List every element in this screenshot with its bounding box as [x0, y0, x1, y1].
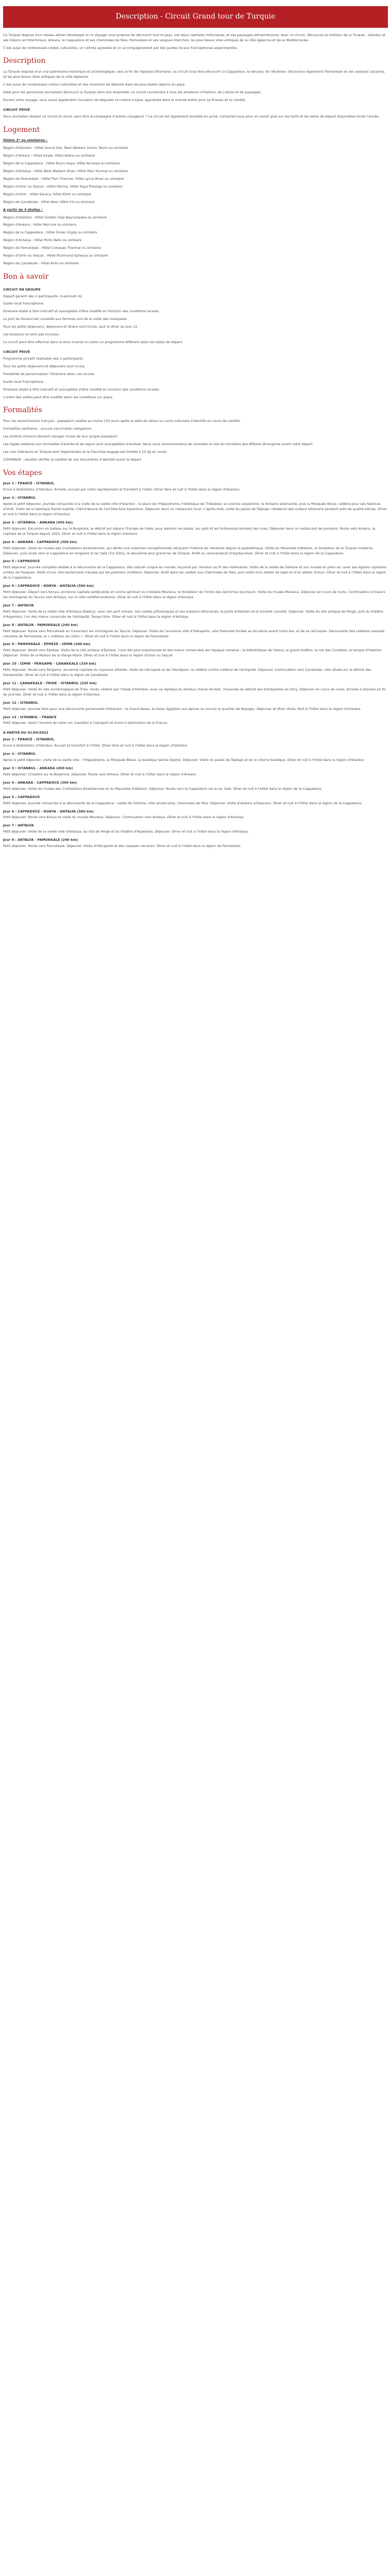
- description-heading: Description: [3, 57, 46, 65]
- condition-item: Guide local francophone.: [3, 301, 45, 306]
- conditions-list: [3, 294, 388, 345]
- prive-item: Possibilité de personnaliser l'itinéraire selon vos envies.: [3, 371, 95, 376]
- day-text: Petit déjeuner. Croisière sur le Bosphore. Déjeuner. Route vers Ankara. Dîner et nuit à l'hôtel dans la région d'Ankara.: [3, 772, 197, 776]
- day-text: Petit déjeuner. Route vers Pergame, ancienne capitale du royaume attalide. Visite de l'Acropole et de l'Asclépion, le célèbre centre médical de l'Antiquité. Déjeuner. Continuation vers Çanakkale, ville située sur le détroit des Dardanelles. Dîner et nuit à l'hôtel dans la région de Çanakkale.: [3, 668, 371, 677]
- hotel-item: Région d'Izmir : Hôtel Karaca, Hôtel Kilim ou similaire: [3, 192, 91, 196]
- prive-label: CIRCUIT PRIVÉ: [3, 350, 30, 354]
- hotel-item: Région d'Antalya : Hôtel Porto Bello ou similaire: [3, 238, 82, 243]
- itinerary-day: [3, 701, 388, 712]
- day-title: Jour 13 : ISTANBUL - FRANCE: [3, 715, 57, 719]
- day-title: Jour 1 : FRANCE - ISTANBUL: [3, 737, 55, 742]
- day-text: Petit déjeuner. Route vers Pamukkale en traversant les montagnes du Taurus. Déjeuner. Visite de l'ancienne ville d'Hiérapolis, ville thermale fondée au IIe siècle avant notre ère, et de sa nécropole. Découverte des célèbres vasques calcaires de Pamukkale, le « château de coton ». Dîner et nuit à l'hôtel dans la région de Pamukkale.: [3, 629, 385, 638]
- day-text: Après le petit déjeuner, visite de la vieille ville : l'Hippodrome, la Mosquée Bleue, la basilique Sainte-Sophie. Déjeuner. Visite du palais de Topkapi et de la citerne basilique. Dîner et nuit à l'hôtel dans la région d'Istanbul.: [3, 758, 365, 762]
- note-paragraph: Les vols intérieurs en Turquie sont réglementés et la franchise bagage est limitée à 15 kg en soute.: [3, 449, 168, 454]
- day-text: Petit déjeuner. Selon l'horaire de votre vol, transfert à l'aéroport et envol à destination de la France.: [3, 721, 168, 725]
- day-text: Petit déjeuner. Route vers Konya et visite du musée Mevlana. Déjeuner. Continuation vers Antalya. Dîner et nuit à l'hôtel dans la région d'Antalya.: [3, 815, 245, 820]
- circuit-prive-text: Vous souhaitez réaliser ce circuit en privé, sans être accompagné d'autres voyageurs ? Ce circuit est également possible en privé, contactez-nous pour en savoir plus sur les tarifs et les dates de départ disponibles toute l'année.: [3, 114, 380, 118]
- itinerary-day: [3, 496, 388, 517]
- day-title: Jour 11 : ÇANAKKALE - TROIE - ISTANBUL (320 km): [3, 681, 97, 685]
- itinerary-day: [3, 623, 388, 639]
- hotel-item: Région d'Antalya : Hôtel Best Western Khan, Hôtel Mavi Kumsal ou similaire: [3, 168, 128, 173]
- day-text: Petit déjeuner. Route vers Éphèse. Visite de la cité antique d'Éphèse, l'une des plus importantes et des mieux conservées de l'époque romaine : la bibliothèque de Celsus, le grand théâtre, la rue des Courètes, le temple d'Hadrien. Déjeuner. Visite de la Maison de la Vierge Marie. Dîner et nuit à l'hôtel dans la région d'Izmir ou Selçuk.: [3, 648, 383, 658]
- formalites-paragraph: Formalités sanitaires : aucune vaccination obligatoire.: [3, 427, 93, 431]
- itinerary-day: [3, 681, 388, 698]
- hotel-item: Région de Çanakkale : Hôtel Kolin ou similaire: [3, 261, 79, 266]
- hotel-item: Région d'Ankara : Hôtel Mercure ou similaire: [3, 223, 77, 227]
- itinerary-day: [3, 838, 388, 849]
- day-text: Petit déjeuner. Départ vers Konya, ancienne capitale seldjoukide et centre spirituel où s'installa Mevlana, le fondateur de l'ordre des derviches tourneurs. Visite du musée Mevlana. Déjeuner en cours de route. Continuation à travers les montagnes du Taurus vers Antalya, sur la côte méditerranéenne. Dîner et nuit à l'hôtel dans la région d'Antalya.: [3, 590, 385, 599]
- day-text: Petit déjeuner. Visite du musée des Civilisations Anatoliennes, qui abrite une collection exceptionnelle retraçant l'histoire de l'Anatolie depuis le paléolithique. Visite du Mausolée d'Atatürk, le fondateur de la Turquie moderne. Déjeuner, puis route vers la Cappadoce en longeant le lac Salé (Tuz Gölü), le deuxième plus grand lac de Turquie. Arrêt au caravansérail d'Agzikarahan. Dîner et nuit à l'hôtel dans la région de la Cappadoce.: [3, 546, 374, 555]
- hotel-item: Région d'Izmir ou Selçuk : Hôtel Richmond Ephesus ou similaire: [3, 253, 108, 258]
- day-title: Jour 12 : ISTANBUL: [3, 700, 38, 705]
- condition-item: Le circuit peut être effectué dans le sens inverse ou selon un programme différent selon les dates de départ.: [3, 340, 183, 345]
- hotel-item: Région d'Ankara : Hôtel Ickale, Hôtel Aldino ou similaire: [3, 154, 95, 158]
- intro-section: [3, 33, 388, 51]
- condition-item: Départ garanti dès 2 participants, maximum 42.: [3, 294, 83, 298]
- day-text: Petit déjeuner. Excursion en bateau sur le Bosphore, le détroit qui sépare l'Europe de l'Asie, pour admirer les palais, les yalis et les forteresses bordant ses rives. Déjeuner dans un restaurant de poissons. Route vers Ankara, la capitale de la Turquie depuis 1923. Dîner et nuit à l'hôtel dans la région d'Ankara.: [3, 526, 376, 536]
- day-title: Jour 4 : ANKARA - CAPPADOCE (300 km): [3, 780, 77, 785]
- hotel-item: Région de Pamukkale : Hôtel Colossae Thermal ou similaire: [3, 246, 101, 250]
- prive-item: Guide local francophone.: [3, 379, 45, 384]
- hotel-item: Région d'Istanbul : Hôtel Grand Ons, Best Western Eresin Taxim ou similaire: [3, 146, 128, 150]
- day-text: Après le petit déjeuner, journée consacrée à la visite de la vieille ville d'Istanbul : la place de l'Hippodrome, l'obélisque de Théodose, la colonne serpentine, la fontaine allemande, puis la Mosquée Bleue, célèbre pour ses faïences d'Iznik. Visite de la basilique Sainte-Sophie, chef-d'œuvre de l'architecture byzantine. Déjeuner dans un restaurant local. L'après-midi, visite du palais de Topkapi, résidence des sultans ottomans pendant près de quatre siècles. Dîner et nuit à l'hôtel dans la région d'Istanbul.: [3, 502, 387, 516]
- itinerary-day: [3, 481, 388, 493]
- itinerary-list: [3, 481, 388, 726]
- itinerary-day: [3, 752, 388, 763]
- itinerary-heading: Vos étapes: [3, 468, 42, 477]
- page: [0, 6, 391, 849]
- condition-item: Le port du foulard est conseillé aux femmes lors de la visite des mosquées.: [3, 317, 128, 321]
- itinerary-day: [3, 603, 388, 620]
- variant-heading: À PARTIR DU 01/04/2022: [3, 731, 48, 735]
- hotel-item: Région de la Cappadoce : Hôtel Dinler Ürgüp ou similaire: [3, 230, 97, 235]
- day-text: Envol à destination d'Istanbul. Arrivée, accueil par notre représentant et transfert à l'hôtel. Dîner libre et nuit à l'hôtel dans la région d'Istanbul.: [3, 487, 240, 492]
- hotel-item: Région d'Istanbul : Hôtel Golden Tulip Bayrampasa ou similaire: [3, 215, 107, 219]
- circuit-prive-heading: CIRCUIT PRIVÉ: [3, 107, 30, 112]
- day-text: Petit déjeuner. Visite du site archéologique de Troie, rendu célèbre par l'Iliade d'Homère, avec sa réplique du fameux cheval de bois. Traversée du détroit des Dardanelles en ferry. Déjeuner en cours de route. Arrivée à Istanbul en fin de journée. Dîner et nuit à l'hôtel dans la région d'Istanbul.: [3, 687, 386, 697]
- condition-item: Les boissons ne sont pas incluses.: [3, 332, 60, 337]
- day-title: Jour 6 : CAPPADOCE - KONYA - ANTALYA (560 km): [3, 584, 94, 588]
- day-text: Petit déjeuner. Visite de la vieille ville d'Antalya (Kaleiçi), avec son port romain, ses ruelles pittoresques et ses maisons ottomanes, la porte d'Hadrien et le minaret cannelé. Déjeuner. Visite du site antique de Pergé, puis du théâtre d'Aspendos, l'un des mieux conservés de l'Antiquité. Temps libre. Dîner et nuit à l'hôtel dans la région d'Antalya.: [3, 609, 383, 619]
- day-title: Jour 2 : ISTANBUL: [3, 752, 36, 756]
- itinerary-day: [3, 642, 388, 658]
- day-text: Petit déjeuner. Route vers Pamukkale. Déjeuner. Visite d'Hiérapolis et des vasques calcaires. Dîner et nuit à l'hôtel dans la région de Pamukkale.: [3, 844, 241, 849]
- logement-heading: Logement: [3, 125, 40, 134]
- day-title: Jour 3 : ISTANBUL - ANKARA (450 km): [3, 520, 73, 524]
- hotel-item: Région d'Izmir ou Selçuk : Hôtel Marina, Hôtel Kaya Prestige ou similaire: [3, 184, 123, 189]
- day-text: Petit déjeuner. Journée consacrée à la découverte de la Cappadoce : vallée de Göreme, ville souterraine, cheminées de fées. Déjeuner. Visite d'ateliers artisanaux. Dîner et nuit à l'hôtel dans la région de la Cappadoce.: [3, 801, 363, 805]
- hotels4-list: [3, 215, 388, 266]
- hotel-item: Région de Çanakkale : Hôtel Akol, Hôtel Iris ou similaire: [3, 199, 95, 204]
- hotel-item: Région de Pamukkale : Hôtel Pam Thermal, Hôtel Lycus River ou similaire: [3, 176, 124, 181]
- day-title: Jour 2 : ISTANBUL: [3, 496, 36, 500]
- day-text: Petit déjeuner. Journée libre pour une découverte personnelle d'Istanbul : le Grand Bazar, le bazar égyptien aux épices ou encore le quartier de Beyoglu. Déjeuner et dîner libres. Nuit à l'hôtel dans la région d'Istanbul.: [3, 706, 362, 711]
- hotels-list: [3, 146, 388, 205]
- intro-paragraph: Ce Turquie dispose d'un réseau aérien développé et ce Voyage vous propose de découvrir tout le pays, ses deux capitales historiques, et ses paysages extraordinaires. Avec ce circuit, découvrez le meilleur de la Turquie : Istanbul et ses trésors architecturaux, Ankara, la Cappadoce et ses cheminées de fées, Pamukkale et ses vasques blanches, les plus beaux sites antiques de la côte égéenne et de la Méditerranée.: [3, 32, 386, 42]
- day-title: Jour 1 : FRANCE - ISTANBUL: [3, 481, 55, 486]
- hotels4-label: À partir de 4 étoiles :: [3, 207, 43, 212]
- prive-list: [3, 357, 388, 400]
- day-title: Jour 3 : ISTANBUL - ANKARA (450 km): [3, 766, 73, 771]
- condition-item: Itinéraire établi à titre indicatif et susceptible d'être modifié en fonction des conditions locales.: [3, 309, 160, 314]
- itinerary-day: [3, 662, 388, 678]
- day-title: Jour 7 : ANTALYA: [3, 603, 34, 607]
- page-title: Description - Circuit Grand tour de Turquie: [116, 12, 275, 21]
- day-title: Jour 7 : ANTALYA: [3, 823, 34, 828]
- itinerary-day: [3, 520, 388, 537]
- day-text: Petit déjeuner. Visite de la vieille ville d'Antalya, du site de Pergé et du théâtre d'Aspendos. Déjeuner. Dîner et nuit à l'hôtel dans la région d'Antalya.: [3, 829, 249, 834]
- suggestion-paragraph: Idéal pour les personnes souhaitant découvrir la Turquie dans son ensemble, ce circuit conviendra à tous les amateurs d'histoire, de culture et de paysages.: [3, 90, 262, 94]
- day-title: Jour 5 : CAPPADOCE: [3, 794, 40, 799]
- formalites-paragraph: Pour les ressortissants français : passeport valable au moins 150 jours après la date de retour ou carte nationale d'identité en cours de validité.: [3, 419, 241, 423]
- day-title: Jour 8 : ANTALYA - PAMUKKALE (240 km): [3, 622, 78, 627]
- description-paragraph: La Turquie dispose d'un vrai patrimoine historique et archéologique, vers la fin de l'époque Ottomane, ce circuit vous fera découvrir la Cappadoce, le berceau de l'Anatolie. Découvrez également Pamukkale et ses vasques calcaires, et les plus beaux sites antiques de la côte égéenne.: [3, 70, 385, 79]
- prive-item: Tous les petits déjeuners et déjeuners sont inclus.: [3, 364, 86, 368]
- itinerary-day: [3, 737, 388, 749]
- day-title: Jour 5 : CAPPADOCE: [3, 559, 40, 564]
- itinerary-day: [3, 823, 388, 835]
- hotel-item: Région de la Cappadoce : Hôtel Burcu Kaya, Hôtel Avrasya ou similaire: [3, 161, 120, 166]
- hotels-label: Hôtels 3* ou similaires :: [3, 138, 48, 143]
- note-paragraph: Les règles relatives aux formalités d'entrée et de séjour sont susceptibles d'évoluer. Nous vous recommandons de consulter le site du ministère des Affaires étrangères avant votre départ.: [3, 442, 314, 446]
- itinerary-day: [3, 584, 388, 600]
- itinerary-day: [3, 715, 388, 726]
- formalites-heading: Formalités: [3, 406, 42, 415]
- itinerary-day: [3, 540, 388, 556]
- day-title: Jour 9 : PAMUKKALE - ÉPHÈSE - IZMIR (260 km): [3, 642, 91, 647]
- bon-a-savoir-heading: Bon à savoir: [3, 272, 49, 281]
- itinerary-day: [3, 559, 388, 581]
- itinerary-day: [3, 766, 388, 777]
- prive-item: Programme privatif réalisable dès 2 participants.: [3, 356, 84, 361]
- conditions-label: CIRCUIT EN GROUPE: [3, 287, 41, 292]
- intro-paragraph: C'est aussi de nombreuses visites culturelles, un rythme agréable et un accompagnement par des guides locaux francophones expérimentés.: [3, 45, 238, 50]
- day-title: Jour 10 : IZMIR - PERGAME - ÇANAKKALE (330 km): [3, 662, 96, 666]
- day-text: Petit déjeuner. Visite du musée des Civilisations Anatoliennes et du Mausolée d'Atatürk. Déjeuner. Route vers la Cappadoce via le lac Salé. Dîner et nuit à l'hôtel dans la région de la Cappadoce.: [3, 786, 322, 791]
- formalites-paragraph: Les enfants mineurs doivent voyager munis de leur propre passeport.: [3, 434, 119, 438]
- prive-item: Itinéraire établi à titre indicatif et susceptible d'être modifié en fonction des conditions locales.: [3, 387, 160, 392]
- itinerary-day: [3, 781, 388, 792]
- condition-item: Tous les petits déjeuners, déjeuners et dîners sont inclus, sauf le dîner du jour 12.: [3, 325, 138, 329]
- day-title: Jour 4 : ANKARA - CAPPADOCE (300 km): [3, 539, 77, 544]
- description-paragraph: C'est aussi de nombreuses visites culturelles et des moments de détente dans les plus belles régions du pays.: [3, 82, 186, 87]
- day-title: Jour 8 : ANTALYA - PAMUKKALE (240 km): [3, 838, 78, 842]
- day-text: Envol à destination d'Istanbul. Accueil et transfert à l'hôtel. Dîner libre et nuit à l'hôtel dans la région d'Istanbul.: [3, 743, 188, 748]
- itinerary-day: [3, 809, 388, 821]
- page-title-banner: [3, 6, 388, 28]
- suggestion-paragraph: Durant votre voyage, vous aurez également l'occasion de déguster la cuisine turque, appréciée dans le monde entier pour sa finesse et sa variété.: [3, 97, 247, 102]
- day-title: Jour 6 : CAPPADOCE - KONYA - ANTALYA (560 km): [3, 809, 94, 814]
- itinerary-day: [3, 795, 388, 806]
- prive-item: L'ordre des visites peut être modifié selon les conditions sur place.: [3, 395, 113, 399]
- variant-itinerary-list: [3, 737, 388, 849]
- day-text: Petit déjeuner. Journée complète dédiée à la découverte de la Cappadoce, site naturel unique au monde, façonné par l'érosion au fil des millénaires. Visite de la vallée de Göreme et son musée en plein air, avec ses églises rupestres ornées de fresques. Visite d'une ville souterraine creusée par les premiers chrétiens. Déjeuner. Arrêt dans les vallées aux cheminées de fées, puis visite d'un atelier de tapis et d'un atelier d'onyx. Dîner et nuit à l'hôtel dans la région de la Cappadoce.: [3, 565, 387, 580]
- note-paragraph: COVERAGE : veuillez vérifier la validité de vos documents d'identité avant le départ.: [3, 457, 142, 462]
